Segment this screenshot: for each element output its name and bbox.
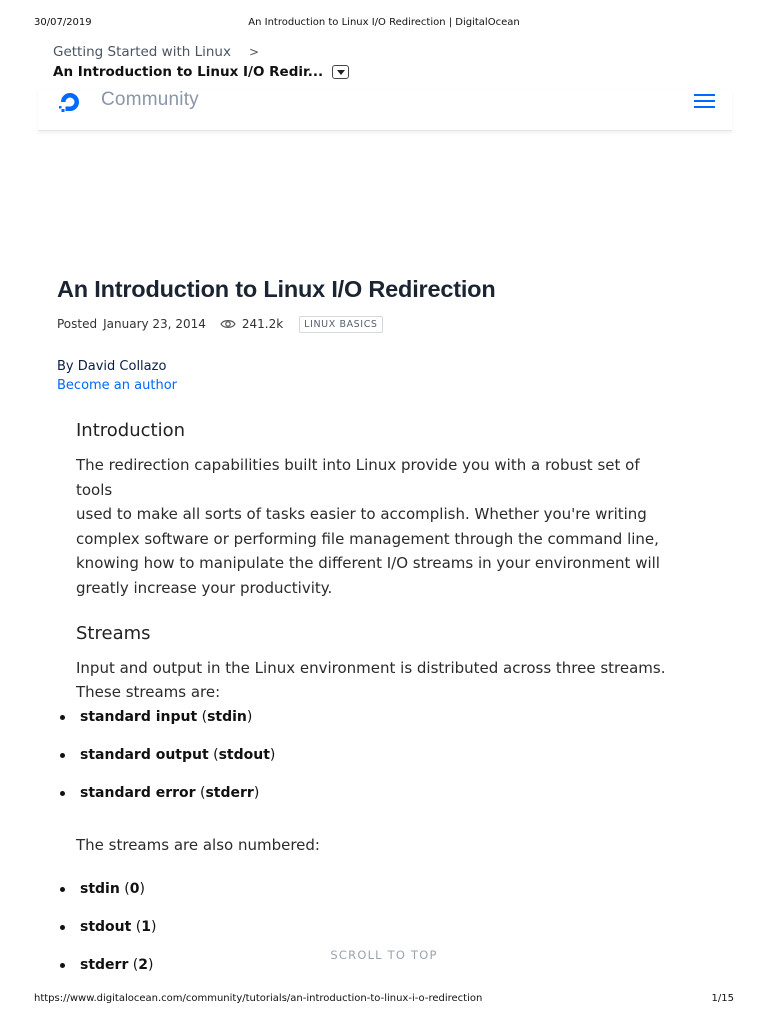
breadcrumb-parent-label: Getting Started with Linux xyxy=(53,44,231,60)
list-item: standard input (stdin) xyxy=(58,708,275,746)
print-footer xyxy=(0,993,768,1007)
print-page-number: 1/15 xyxy=(711,993,734,1004)
print-header xyxy=(0,17,768,31)
posted-date: January 23, 2014 xyxy=(103,317,206,331)
print-url: https://www.digitalocean.com/community/tutorials/an-introduction-to-linux-i-o-redirection xyxy=(34,993,483,1004)
numbered-list xyxy=(58,880,156,994)
author-byline[interactable]: By David Collazo xyxy=(57,359,167,374)
streams-paragraph xyxy=(76,656,676,705)
streams-line: These streams are: xyxy=(76,683,221,702)
intro-heading: Introduction xyxy=(76,420,186,441)
intro-line: used to make all sorts of tasks easier to accomplish. Whether you're writing xyxy=(76,505,647,524)
view-count: 241.2k xyxy=(241,317,284,331)
print-page-title: An Introduction to Linux I/O Redirection | DigitalOcean xyxy=(248,17,520,28)
list-item: standard error (stderr) xyxy=(58,784,275,822)
intro-paragraph xyxy=(76,453,676,601)
intro-line: complex software or performing file management through the command line, xyxy=(76,529,659,548)
become-author-link[interactable]: Become an author xyxy=(57,378,177,393)
scroll-to-top-button[interactable]: SCROLL TO TOP xyxy=(330,948,438,962)
site-header xyxy=(38,89,732,131)
article-title: An Introduction to Linux I/O Redirection xyxy=(57,276,496,302)
streams-heading: Streams xyxy=(76,622,151,644)
breadcrumb-current xyxy=(53,63,349,81)
tag-linux-basics[interactable]: LINUX BASICS xyxy=(299,316,382,333)
streams-line: Input and output in the Linux environment is distributed across three streams. xyxy=(76,658,666,677)
breadcrumb xyxy=(53,43,349,81)
breadcrumb-current-label: An Introduction to Linux I/O Redir... xyxy=(53,64,324,80)
list-item: standard output (stdout) xyxy=(58,746,275,784)
community-brand-link[interactable]: Community xyxy=(101,89,199,110)
breadcrumb-parent-link[interactable] xyxy=(53,43,349,61)
intro-line: knowing how to manipulate the different I/O streams in your environment will xyxy=(76,554,660,573)
intro-line: greatly increase your productivity. xyxy=(76,578,333,597)
eye-icon xyxy=(220,318,236,330)
intro-line: The redirection capabilities built into Linux provide you with a robust set of tools xyxy=(76,456,640,499)
list-item: stdout (1) xyxy=(58,918,156,956)
list-item: stdin (0) xyxy=(58,880,156,918)
article-meta xyxy=(57,315,383,333)
chevron-down-icon[interactable] xyxy=(332,65,349,79)
digitalocean-logo-icon[interactable] xyxy=(56,89,84,113)
print-date: 30/07/2019 xyxy=(34,17,92,28)
hamburger-menu-icon[interactable] xyxy=(694,94,715,108)
chevron-right-icon: > xyxy=(248,45,260,59)
list-item: stderr (2) xyxy=(58,956,156,994)
streams-list xyxy=(58,708,275,822)
numbered-intro: The streams are also numbered: xyxy=(76,836,320,854)
posted-label: Posted xyxy=(57,317,98,331)
article-body xyxy=(76,420,676,705)
